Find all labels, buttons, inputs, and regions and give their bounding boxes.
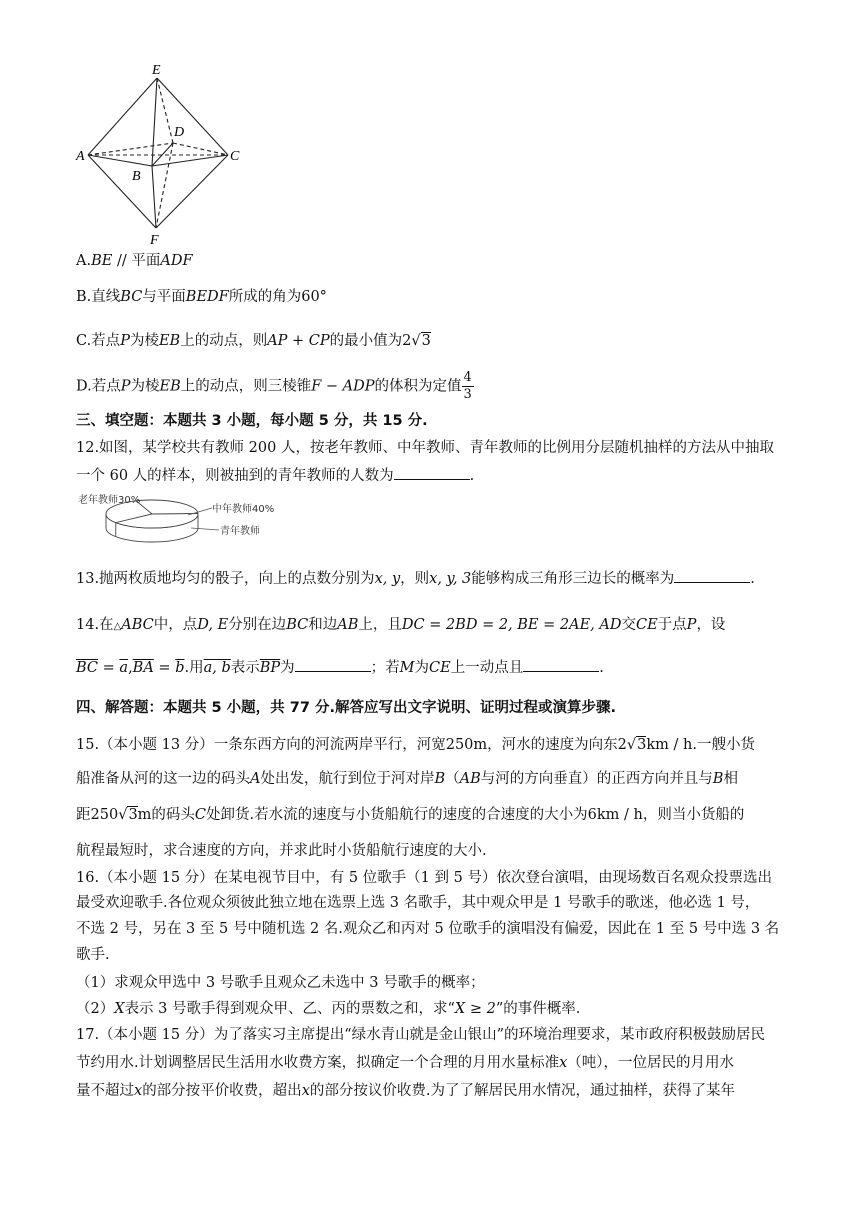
q13: 13.抛两枚质地均匀的骰子，向上的点数分别为x, y，则x, y, 3能够构成三角形三边长的概率为 .	[76, 568, 800, 590]
edge-EB	[152, 78, 157, 166]
edge-AB	[88, 155, 152, 166]
q12-line1: 12.如图，某学校共有教师 200 人，按老年教师、中年教师、青年教师的比例用分层随机抽样的方法从中抽取	[76, 440, 774, 456]
pie-label-mid: 中年教师40%	[212, 504, 275, 515]
q12-line2: 一个 60 人的样本，则被抽到的青年教师的人数为 .	[76, 465, 800, 487]
edge-CF	[156, 155, 228, 228]
label-C: C	[230, 149, 240, 164]
q15-line2: 船准备从河的这一边的码头A处出发，航行到位于河对岸B（AB与河的方向垂直）的正西方向并且与B相	[76, 771, 738, 787]
answer-blank[interactable]	[394, 465, 470, 480]
section-4-title: 四、解答题：本题共 5 小题，共 77 分.解答应写出文字说明、证明过程或演算步骤.	[76, 700, 616, 716]
option-d: D.若点P为棱EB上的动点，则三棱锥F − ADP的体积为定值 $\frac{4}{3}$	[76, 370, 472, 402]
label-F: F	[150, 233, 159, 248]
q15-line3: 距250√3m的码头C处卸货.若水流的速度与小货船航行的速度的合速度的大小为6km / h，则当小货船的	[76, 807, 745, 823]
q17-line3: 量不超过x的部分按平价收费，超出x的部分按议价收费.为了了解居民用水情况，通过抽样，获得了某年	[76, 1083, 735, 1099]
edge-DF-hidden	[156, 143, 173, 228]
section-3-title: 三、填空题：本题共 3 小题，每小题 5 分，共 15 分.	[76, 413, 428, 429]
q15-line1: 15.（本小题 13 分）一条东西方向的河流两岸平行，河宽250m，河水的速度为向东2√3km / h.一艘小货	[76, 737, 755, 753]
label-D: D	[174, 125, 185, 140]
q16-line1: 16.（本小题 15 分）在某电视节目中，有 5 位歌手（1 到 5 号）依次登台演唱，由现场数百名观众投票选出	[76, 870, 772, 886]
edge-DC-hidden	[173, 143, 228, 155]
q16-line2: 最受欢迎歌手.各位观众须彼此独立地在选票上选 3 名歌手，其中观众甲是 1 号歌手的歌迷，他必选 1 号，	[76, 895, 760, 911]
edge-BD-visible	[152, 143, 173, 166]
answer-blank[interactable]	[523, 657, 599, 672]
edge-BF	[152, 166, 156, 228]
edge-EA	[88, 78, 157, 155]
edge-BC	[152, 155, 228, 166]
option-c: C.若点P为棱EB上的动点，则AP + CP的最小值为2√3	[76, 333, 431, 349]
edge-AD-hidden	[88, 143, 173, 155]
q16-line4: 歌手.	[76, 947, 110, 963]
q15-line4: 航程最短时，求合速度的方向，并求此时小货船航行速度的大小.	[76, 843, 487, 859]
edge-AF	[88, 155, 156, 228]
q17-line2: 节约用水.计划调整居民生活用水收费方案，拟确定一个合理的月用水量标准x（吨），一位居民的月用水	[76, 1055, 735, 1071]
octahedron-figure	[70, 60, 260, 250]
teacher-pie-chart	[76, 490, 306, 552]
q14-line2: $\overline{BC} = \overline{a},\overline{BA} = \overline{b}$.用a, b表示$\overline{BP}$为 ；若M为CE上一动点且 .	[76, 657, 800, 679]
label-A: A	[76, 149, 85, 164]
q16-part1: （1）求观众甲选中 3 号歌手且观众乙未选中 3 号歌手的概率；	[76, 975, 485, 991]
q14-line1: 14.在△ABC中，点D, E分别在边BC和边AB上，且DC = 2BD = 2, BE = 2AE, AD交CE于点P，设	[76, 617, 726, 633]
label-B: B	[132, 169, 141, 184]
q16-part2: （2）X表示 3 号歌手得到观众甲、乙、丙的票数之和，求“X ≥ 2”的事件概率.	[76, 1001, 581, 1017]
option-b: B.直线BC与平面BEDF所成的角为60°	[76, 289, 327, 305]
option-a: A.BE // 平面ADF	[76, 253, 193, 269]
q16-line3: 不选 2 号，另在 3 至 5 号中随机选 2 名.观众乙和丙对 5 位歌手的演唱没有偏爱，因此在 1 至 5 号中选 3 名	[76, 921, 780, 937]
label-E: E	[152, 63, 161, 78]
pie-label-young: 青年教师	[220, 526, 260, 537]
pie-label-old: 老年教师30%	[78, 495, 141, 506]
q17-line1: 17.（本小题 15 分）为了落实习主席提出“绿水青山就是金山银山”的环境治理要求，某市政府积极鼓励居民	[76, 1027, 766, 1043]
answer-blank[interactable]	[674, 568, 750, 583]
edge-ED-hidden	[157, 78, 173, 143]
answer-blank[interactable]	[295, 657, 371, 672]
